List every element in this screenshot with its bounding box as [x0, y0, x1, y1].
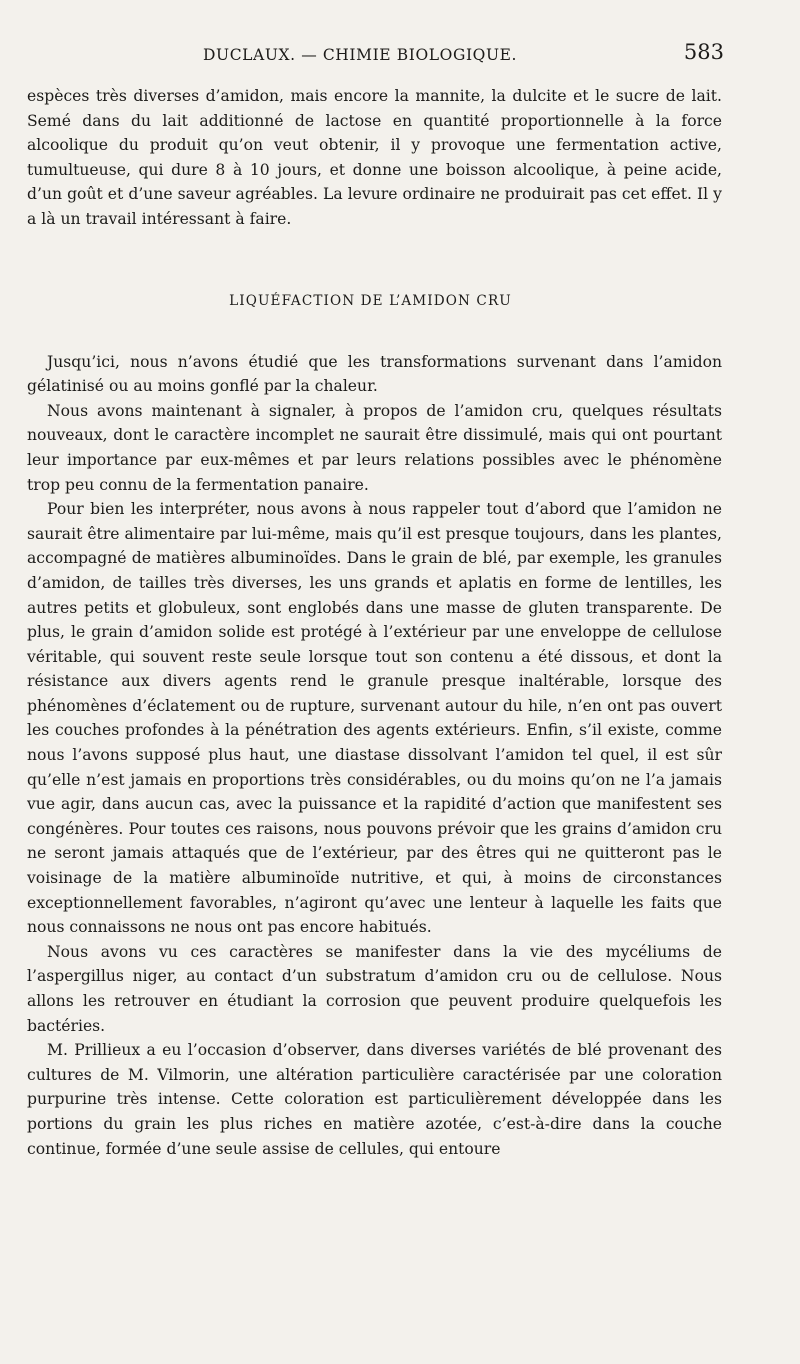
- paragraph: espèces très diverses d’amidon, mais encore la mannite, la dulcite et le sucre de lait. Semé dans du lait additionné de lactose en quantité proportionnelle à la force alcoolique du produit qu’on veut obtenir, il y provoque une fermentation active, tumultueuse, qui dure 8 à 10 jours, et donne une boisson alcoolique, à peine acide, d’un goût et d’une saveur agréables. La levure ordinaire ne produirait pas cet effet. Il y a là un travail intéressant à faire.: [27, 87, 722, 228]
- paragraph: M. Prillieux a eu l’occasion d’observer, dans diverses variétés de blé provenant des cultures de M. Vilmorin, une altération particulière caractérisée par une coloration purpurine très intense. Cette coloration est particulièrement développée dans les portions du grain les plus riches en matière azotée, c’est-à-dire dans la couche continue, formée d’une seule assise de cellules, qui entoure: [27, 1041, 722, 1158]
- section-heading: LIQUÉFACTION DE L’AMIDON CRU: [229, 292, 512, 309]
- paragraph: Nous avons vu ces caractères se manifester dans la vie des mycéliums de l’aspergillus niger, au contact d’un substratum d’amidon cru ou de cellulose. Nous allons les retrouver en étudiant la corrosion que peuvent produire quelquefois les bactéries.: [27, 942, 722, 1035]
- running-head: [27, 38, 722, 84]
- paragraph: Jusqu’ici, nous n’avons étudié que les transformations survenant dans l’amidon gélatinisé ou au moins gonflé par la chaleur.: [27, 352, 722, 396]
- paragraph: Nous avons maintenant à signaler, à propos de l’amidon cru, quelques résultats nouveaux, dont le caractère incomplet ne saurait être dissimulé, mais qui ont pourtant leur importance par eux-mêmes et par leurs relations possibles avec le phénomène trop peu connu de la fermentation panaire.: [27, 401, 722, 494]
- page-number: 583: [683, 40, 724, 64]
- main-text: [27, 84, 722, 1161]
- running-title: DUCLAUX. — CHIMIE BIOLOGIQUE.: [203, 46, 518, 64]
- paragraph: Pour bien les interpréter, nous avons à nous rappeler tout d’abord que l’amidon ne saurait être alimentaire par lui-même, mais qu’il est presque toujours, dans les plantes, accompagné de matières albuminoïdes. Dans le grain de blé, par exemple, les granules d’amidon, de tailles très diverses, les uns grands et aplatis en forme de lentilles, les autres petits et globuleux, sont englobés dans une masse de gluten transparente. De plus, le grain d’amidon solide est protégé à l’extérieur par une enveloppe de cellulose véritable, qui souvent reste seule lorsque tout son contenu a été dissous, et dont la résistance aux divers agents rend le granule presque inaltérable, lorsque des phénomènes d’éclatement ou de rupture, survenant autour du hile, n’en ont pas ouvert les couches profondes à la pénétration des agents extérieurs. Enfin, s’il existe, comme nous l’avons supposé plus haut, une diastase dissolvant l’amidon tel quel, il est sûr qu’elle n’est jamais en proportions très considérables, ou du moins qu’on ne l’a jamais vue agir, dans aucun cas, avec la puissance et la rapidité d’action que manifestent ses congénères. Pour toutes ces raisons, nous pouvons prévoir que les grains d’amidon cru ne seront jamais attaqués que de l’extérieur, par des êtres qui ne quitteront pas le voisinage de la matière albuminoïde nutritive, et qui, à moins de circonstances exceptionnellement favorables, n’agiront qu’avec une lenteur à laquelle les faits que nous connaissons ne nous ont pas encore habitués.: [27, 500, 722, 937]
